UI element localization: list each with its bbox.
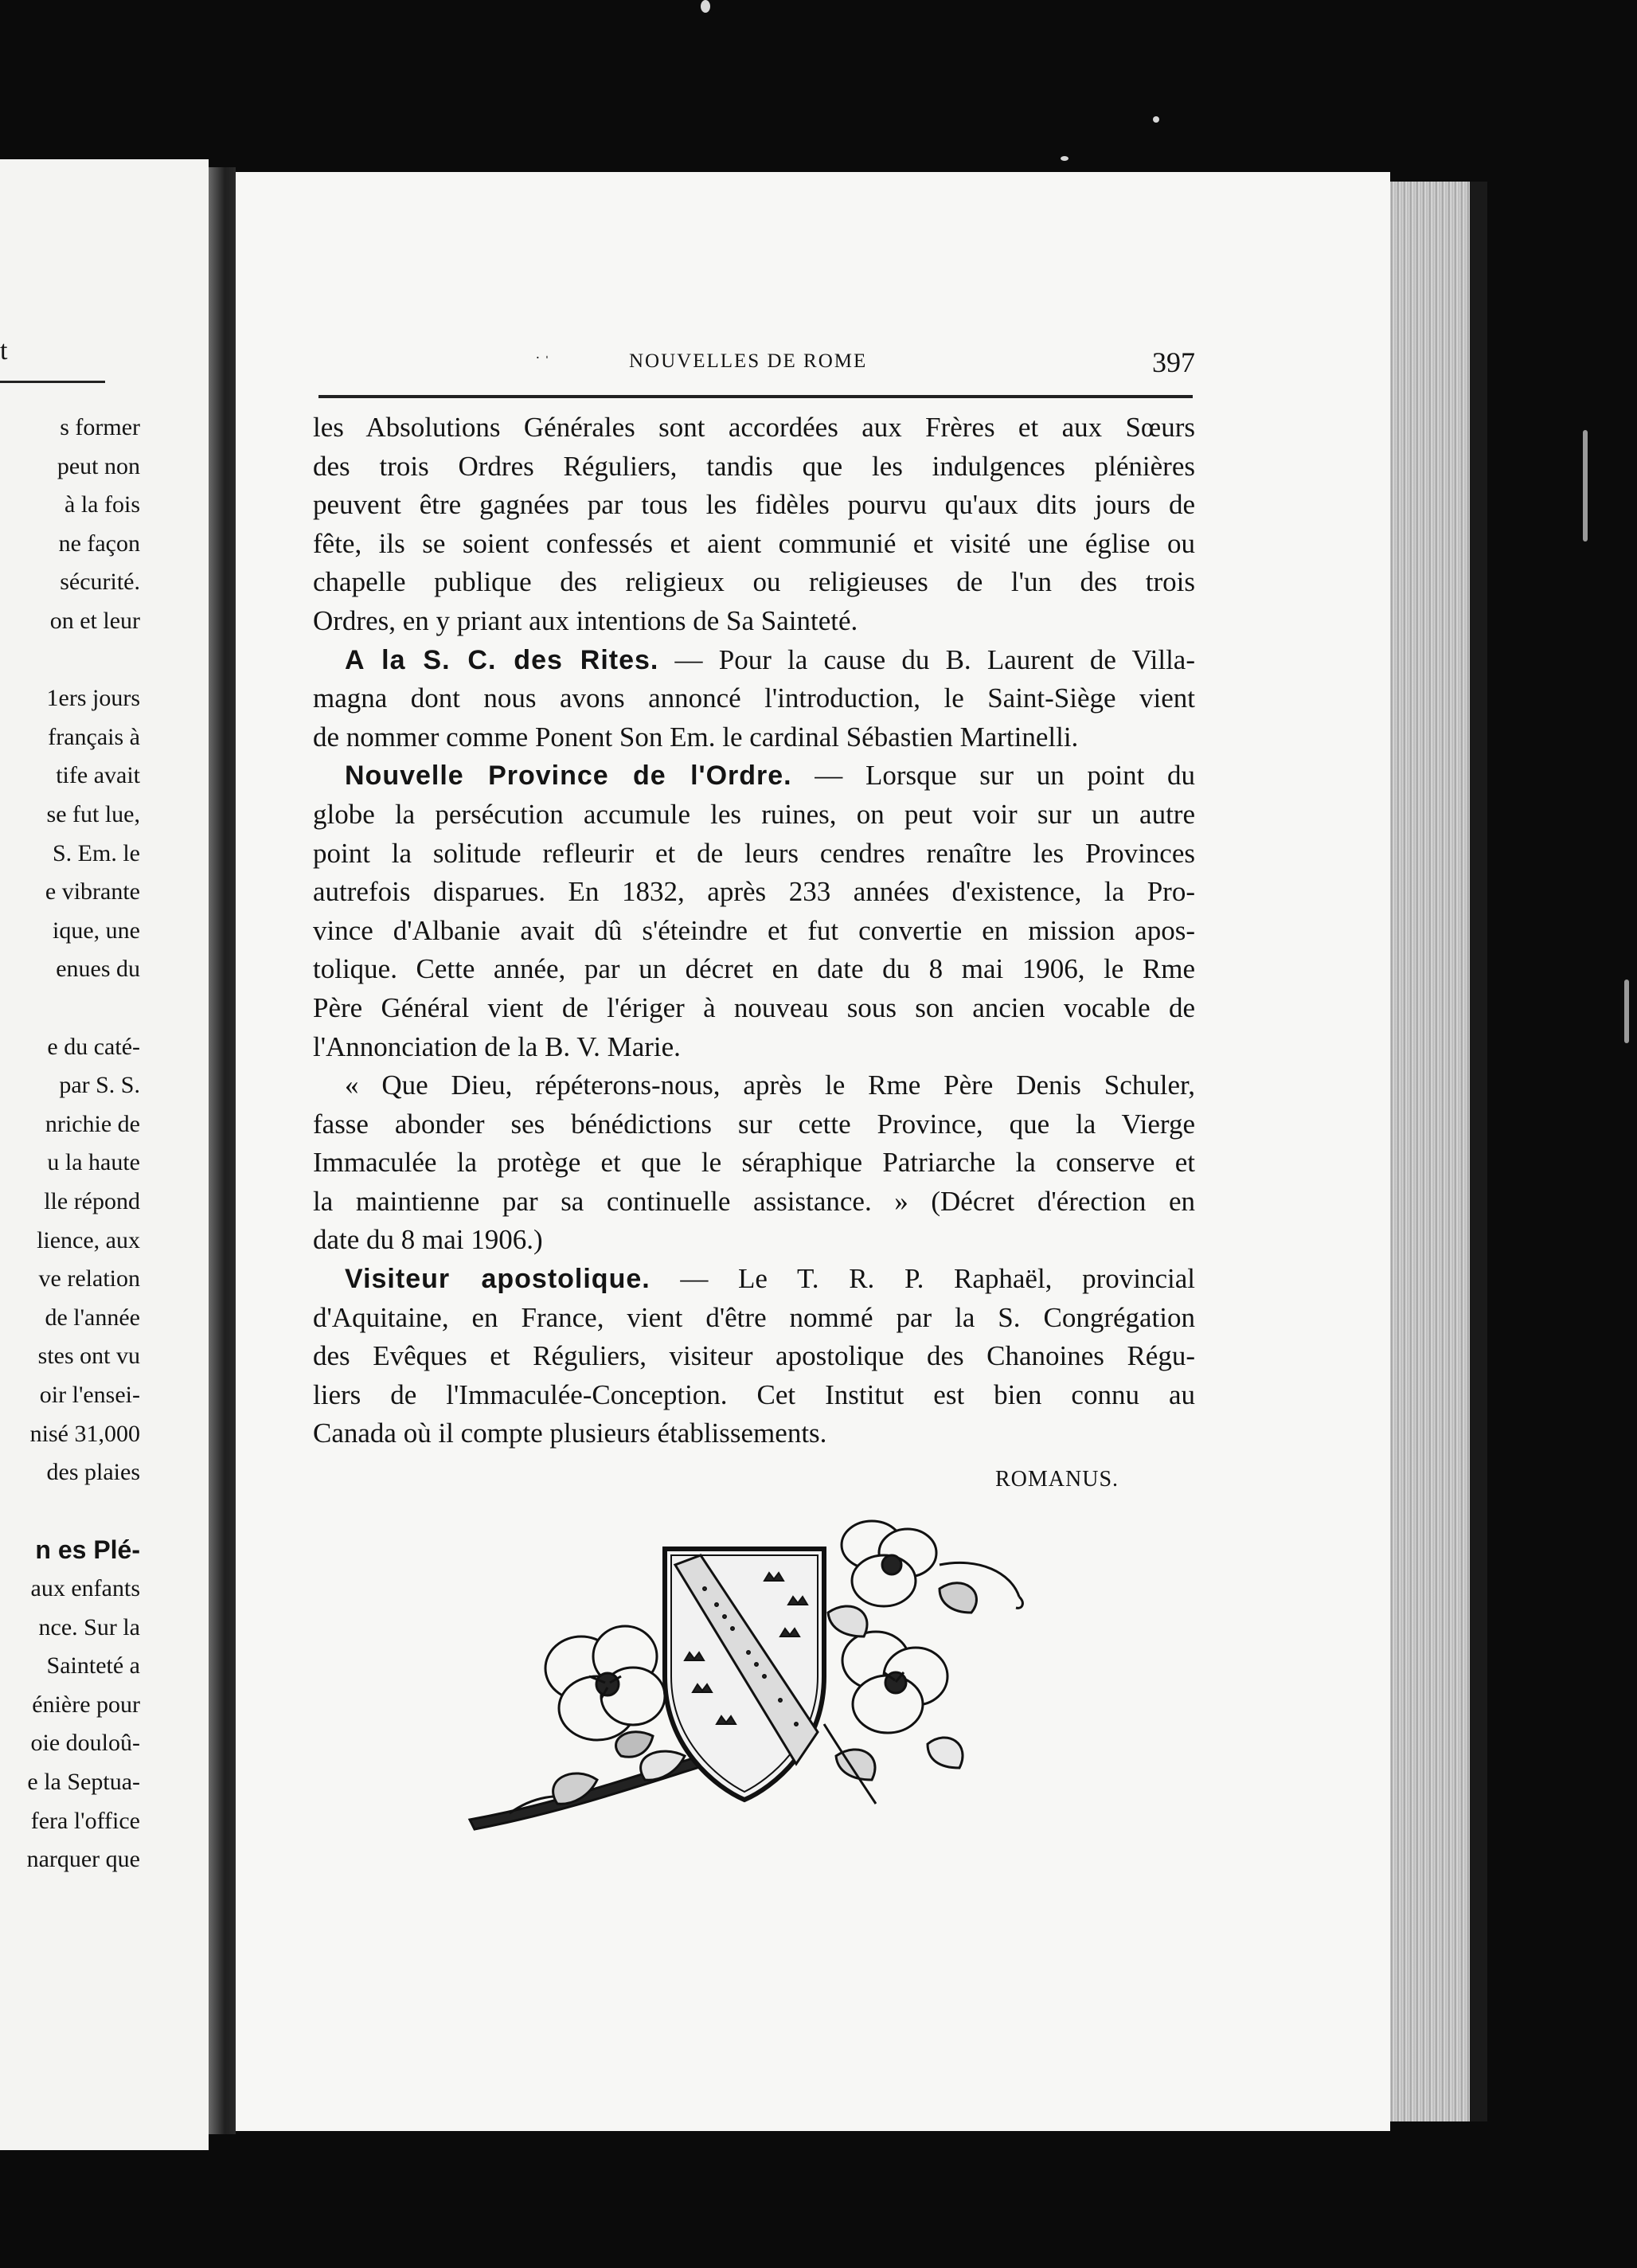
previous-page-line: par S. S. — [59, 1072, 140, 1099]
line-text: peuvent être gagnées par tous les fidèles pourvu qu'aux dits jours de — [313, 489, 1195, 521]
line-text: autrefois disparues. En 1832, après 233 années d'existence, la Pro- — [313, 876, 1195, 908]
scan-speck — [1583, 430, 1588, 542]
pansy-top-right — [842, 1521, 936, 1606]
previous-page-line: nisé 31,000 — [29, 1420, 140, 1447]
previous-page-line: lle répond — [44, 1188, 140, 1214]
body-line — [313, 1105, 1195, 1144]
print-mark: ˙ ˈ — [535, 354, 550, 371]
coat-of-arms-vignette — [462, 1517, 1059, 1852]
section-lead-line — [313, 1260, 1195, 1299]
body-line — [313, 1028, 1195, 1067]
previous-page-line: énière pour — [32, 1691, 140, 1718]
previous-page-line: oie douloû- — [30, 1730, 140, 1757]
line-text: l'Annonciation de la B. V. Marie. — [313, 1030, 681, 1062]
line-text: liers de l'Immaculée-Conception. Cet Institut est bien connu au — [313, 1378, 1195, 1410]
page-stack-edge — [1390, 182, 1470, 2121]
previous-page-line: ique, une — [53, 917, 140, 944]
previous-page-line: 1ers jours — [46, 685, 140, 712]
line-text: Ordres, en y priant aux intentions de Sa Sainteté. — [313, 604, 858, 636]
body-line — [313, 448, 1195, 487]
line-text: Père Général vient de l'ériger à nouveau sous son ancien vocable de — [313, 991, 1195, 1023]
section-heading: A la S. C. des Rites. — [345, 644, 659, 675]
line-text: chapelle publique des religieux ou religieuses de l'un des trois — [313, 566, 1195, 598]
previous-page-line: tife avait — [56, 762, 140, 789]
running-head — [318, 342, 1194, 390]
line-text: date du 8 mai 1906.) — [313, 1224, 543, 1256]
body-line — [313, 563, 1195, 602]
body-line — [313, 409, 1195, 448]
line-text: de nommer comme Ponent Son Em. le cardinal Sébastien Martinelli. — [313, 721, 1079, 753]
previous-page-line: aux enfants — [30, 1575, 140, 1601]
line-text: fête, ils se soient confessés et aient communié et visité une église ou — [313, 527, 1195, 559]
previous-page-line: se fut lue, — [46, 801, 140, 827]
line-text: vince d'Albanie avait dû s'éteindre et fut convertie en mission apos- — [313, 914, 1195, 946]
previous-page-line: de l'année — [45, 1304, 140, 1331]
body-line — [313, 1066, 1195, 1105]
previous-page-line: lience, aux — [37, 1226, 140, 1253]
body-line — [313, 989, 1195, 1028]
scan-speck — [701, 0, 710, 13]
line-text: Canada où il compte plusieurs établissements. — [313, 1418, 827, 1449]
previous-page-line: oir l'ensei- — [39, 1382, 140, 1408]
previous-page-line: ve relation — [38, 1265, 140, 1292]
article-body — [313, 409, 1195, 1453]
book-gutter — [209, 167, 236, 2134]
line-text: d'Aquitaine, en France, vient d'être nommé par la S. Congrégation — [313, 1301, 1195, 1333]
author-signature: ROMANUS. — [995, 1467, 1119, 1492]
previous-page-line: s former — [60, 414, 140, 440]
body-line — [313, 796, 1195, 835]
previous-page-header-rule — [0, 381, 105, 383]
line-text: des Evêques et Réguliers, visiteur apostolique des Chanoines Régu- — [313, 1340, 1195, 1372]
line-text: la maintienne par sa continuelle assistance. » (Décret d'érection en — [313, 1185, 1195, 1217]
body-line — [313, 1414, 1195, 1453]
line-text: — Le T. R. P. Raphaël, provincial — [650, 1263, 1195, 1295]
line-text: point la solitude refleurir et de leurs cendres renaître les Provinces — [313, 837, 1195, 869]
scan-speck — [1624, 980, 1629, 1043]
scan-speck — [1061, 156, 1069, 161]
pansy-left — [545, 1626, 665, 1740]
body-line — [313, 835, 1195, 874]
section-lead-line — [313, 757, 1195, 796]
previous-page-line: u la haute — [47, 1149, 140, 1176]
previous-page-line: nce. Sur la — [38, 1613, 140, 1640]
scan-speck — [1153, 116, 1159, 123]
line-text: fasse abonder ses bénédictions sur cette Province, que la Vierge — [313, 1108, 1195, 1140]
previous-page-fragment — [0, 159, 209, 2150]
pansy-bottom-right — [842, 1632, 947, 1733]
section-heading: Nouvelle Province de l'Ordre. — [345, 761, 792, 792]
body-line — [313, 525, 1195, 564]
line-text: globe la persécution accumule les ruines, on peut voir sur un autre — [313, 798, 1195, 830]
body-line — [313, 486, 1195, 525]
body-line — [313, 950, 1195, 989]
line-text: magna dont nous avons annoncé l'introduction, le Saint-Siège vient — [313, 682, 1195, 714]
page-number: 397 — [1152, 346, 1195, 378]
line-text: des trois Ordres Réguliers, tandis que les indulgences plénières — [313, 450, 1195, 482]
body-line — [313, 1299, 1195, 1338]
leaf-right — [828, 1606, 867, 1636]
previous-page-line: sécurité. — [60, 569, 140, 596]
previous-page-line: fera l'office — [30, 1807, 140, 1834]
body-line — [313, 1376, 1195, 1415]
section-heading: Visiteur apostolique. — [345, 1264, 651, 1295]
previous-page-line: e du caté- — [47, 1033, 140, 1060]
line-text: « Que Dieu, répéterons-nous, après le Rme Père Denis Schuler, — [345, 1069, 1195, 1101]
line-text: Immaculée la protège et que le séraphique Patriarche la conserve et — [313, 1147, 1195, 1179]
previous-page-line: stes ont vu — [37, 1343, 140, 1370]
previous-page-line: des plaies — [46, 1459, 140, 1486]
previous-page-line: e vibrante — [45, 878, 140, 905]
section-lead-line — [313, 641, 1195, 680]
previous-page-line: e la Septua- — [27, 1769, 140, 1795]
body-line — [313, 873, 1195, 912]
running-title: NOUVELLES DE ROME — [629, 350, 868, 372]
body-line — [313, 602, 1195, 641]
previous-page-line: n es Plé- — [35, 1535, 140, 1565]
body-line — [313, 1337, 1195, 1376]
line-text: les Absolutions Générales sont accordées aux Frères et aux Sœurs — [313, 412, 1195, 443]
body-line — [313, 1183, 1195, 1222]
previous-page-line: narquer que — [26, 1846, 140, 1873]
line-text: — Lorsque sur un point du — [791, 760, 1195, 792]
header-rule — [318, 395, 1193, 398]
previous-page-header-fragment: t — [0, 336, 8, 366]
previous-page-line: ne façon — [58, 530, 140, 557]
book-cover-edge — [1470, 182, 1487, 2121]
previous-page-line: français à — [48, 723, 140, 750]
previous-page-line: Sainteté a — [46, 1652, 140, 1679]
previous-page-line: S. Em. le — [53, 839, 140, 866]
body-line — [313, 912, 1195, 951]
previous-page-line: à la fois — [64, 491, 140, 518]
body-line — [313, 679, 1195, 718]
previous-page-line: peut non — [57, 452, 140, 479]
line-text: tolique. Cette année, par un décret en date du 8 mai 1906, le Rme — [313, 953, 1195, 985]
line-text: — Pour la cause du B. Laurent de Villa- — [658, 643, 1195, 675]
body-line — [313, 1144, 1195, 1183]
body-line — [313, 1221, 1195, 1260]
previous-page-line: on et leur — [49, 608, 140, 634]
previous-page-line: enues du — [56, 956, 140, 983]
body-line — [313, 718, 1195, 757]
previous-page-line: nrichie de — [45, 1110, 140, 1137]
